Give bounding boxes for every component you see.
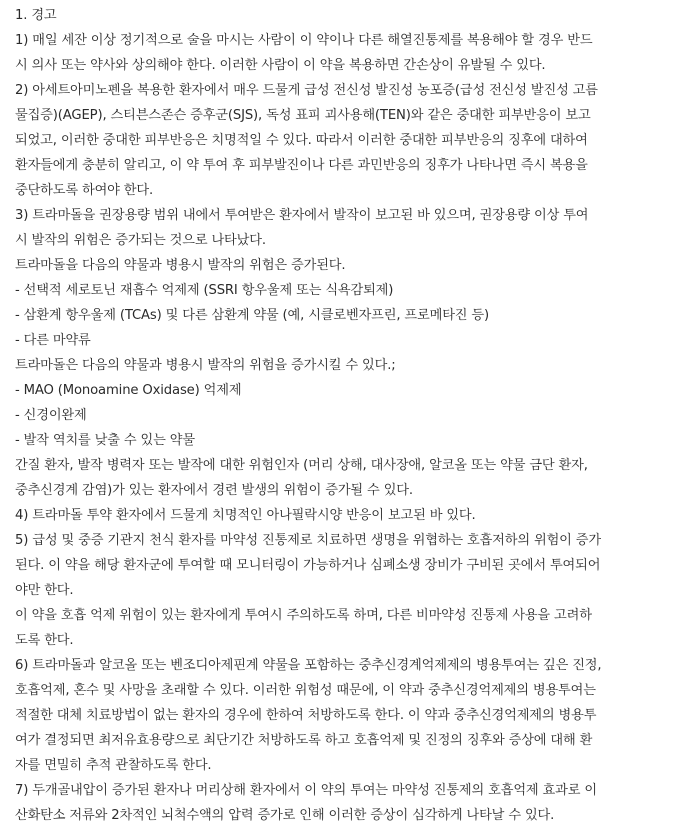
text-line: 3) 트라마돌을 권장용량 범위 내에서 투여받은 환자에서 발작이 보고된 바 있으며, 권장용량 이상 투여	[15, 208, 589, 223]
text-line: 된다. 이 약을 해당 환자군에 투여할 때 모니터링이 가능하거나 심폐소생 장비가 구비된 곳에서 투여되어	[15, 558, 601, 573]
text-line: - 삼환계 항우울제 (TCAs) 및 다른 삼환계 약물 (예, 시클로벤자프린, 프로메타진 등)	[15, 308, 489, 323]
text-line: - 선택적 세로토닌 재흡수 억제제 (SSRI 항우울제 또는 식욕감퇴제)	[15, 283, 394, 298]
text-line: 1) 매일 세잔 이상 정기적으로 술을 마시는 사람이 이 약이나 다른 해열진통제를 복용해야 할 경우 반드	[15, 33, 593, 48]
text-line: 되었고, 이러한 중대한 피부반응은 치명적일 수 있다. 따라서 이러한 중대한 피부반응의 징후에 대하여	[15, 133, 588, 148]
text-line: 7) 두개골내압이 증가된 환자나 머리상해 환자에서 이 약의 투여는 마약성 진통제의 호흡억제 효과로 이	[15, 783, 597, 798]
text-line: - 신경이완제	[15, 408, 87, 423]
text-line: - 발작 역치를 낮출 수 있는 약물	[15, 433, 195, 448]
text-line: - 다른 마약류	[15, 333, 91, 348]
text-line: 야만 한다.	[15, 583, 74, 598]
text-line: 2) 아세트아미노펜을 복용한 환자에서 매우 드물게 급성 전신성 발진성 농포증(급성 전신성 발진성 고름	[15, 83, 598, 98]
text-line: 6) 트라마돌과 알코올 또는 벤조디아제핀계 약물을 포함하는 중추신경계억제제의 병용투여는 깊은 진정,	[15, 658, 602, 673]
text-line: 호흡억제, 혼수 및 사망을 초래할 수 있다. 이러한 위험성 때문에, 이 약과 중추신경억제제의 병용투여는	[15, 683, 596, 698]
text-line: 도록 한다.	[15, 633, 74, 648]
text-line: 트라마돌은 다음의 약물과 병용시 발작의 위험을 증가시킬 수 있다.;	[15, 358, 396, 373]
text-line: 물집증)(AGEP), 스티븐스존슨 증후군(SJS), 독성 표피 괴사용해(TEN)와 같은 중대한 피부반응이 보고	[15, 108, 591, 123]
warning-document	[15, 3, 679, 828]
text-line: 5) 급성 및 중증 기관지 천식 환자를 마약성 진통제로 치료하면 생명을 위협하는 호흡저하의 위험이 증가	[15, 533, 601, 548]
text-line: 산화탄소 저류와 2차적인 뇌척수액의 압력 증가로 인해 이러한 증상이 심각하게 나타날 수 있다.	[15, 808, 555, 823]
text-line: 트라마돌을 다음의 약물과 병용시 발작의 위험은 증가된다.	[15, 258, 346, 273]
text-line: 시 의사 또는 약사와 상의해야 한다. 이러한 사람이 이 약을 복용하면 간손상이 유발될 수 있다.	[15, 58, 546, 73]
text-line: 이 약을 호흡 억제 위험이 있는 환자에게 투여시 주의하도록 하며, 다른 비마약성 진통제 사용을 고려하	[15, 608, 592, 623]
text-line: 자를 면밀히 추적 관찰하도록 한다.	[15, 758, 212, 773]
section-heading: 1. 경고	[15, 8, 57, 23]
text-line: 적절한 대체 치료방법이 없는 환자의 경우에 한하여 처방하도록 한다. 이 약과 중추신경억제제의 병용투	[15, 708, 597, 723]
text-line: 간질 환자, 발작 병력자 또는 발작에 대한 위험인자 (머리 상해, 대사장애, 알코올 또는 약물 금단 환자,	[15, 458, 588, 473]
text-line: 4) 트라마돌 투약 환자에서 드물게 치명적인 아나필락시양 반응이 보고된 바 있다.	[15, 508, 476, 523]
text-line: 시 발작의 위험은 증가되는 것으로 나타났다.	[15, 233, 266, 248]
text-line: 여가 결정되면 최저유효용량으로 최단기간 처방하도록 하고 호흡억제 및 진정의 징후와 증상에 대해 환	[15, 733, 593, 748]
text-line: 환자들에게 충분히 알리고, 이 약 투여 후 피부발진이나 다른 과민반응의 징후가 나타나면 즉시 복용을	[15, 158, 588, 173]
text-line: 중단하도록 하여야 한다.	[15, 183, 154, 198]
text-line: 중추신경계 감염)가 있는 환자에서 경련 발생의 위험이 증가될 수 있다.	[15, 483, 413, 498]
text-line: - MAO (Monoamine Oxidase) 억제제	[15, 383, 242, 398]
